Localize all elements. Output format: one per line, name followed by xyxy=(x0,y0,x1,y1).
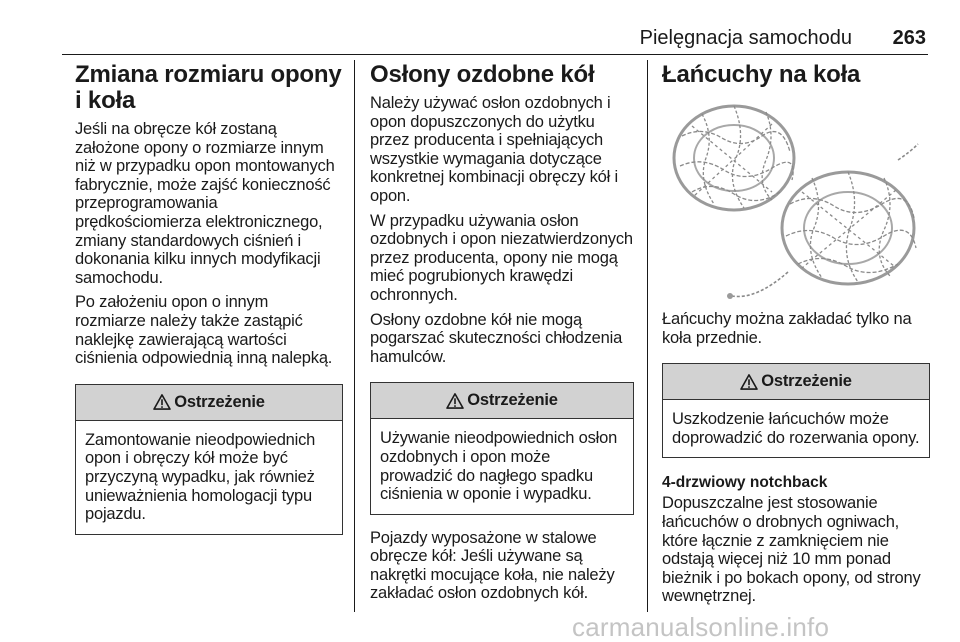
page-number: 263 xyxy=(892,27,926,49)
paragraph: Dopuszczalne jest stosowanie łańcuchów o drobnych ogniwach, które łącznie z zamknięciem nie odstają więcej niż 10 mm ponad bieżnik i po bokach opony, od strony wewnętrznej. xyxy=(662,494,921,606)
warning-text: Zamontowanie nieodpowiednich opon i obręczy kół może być przyczyną wypadku, jak również unieważnienia homologacji typu pojazdu. xyxy=(85,430,316,524)
warning-text: Uszkodzenie łańcuchów może doprowadzić do rozerwania opony. xyxy=(672,410,920,447)
warning-header xyxy=(371,383,633,419)
paragraph: Pojazdy wyposażone w stalowe obręcze kół: Jeśli używane są nakrętki mocujące koła, nie należy zakładać osłon ozdobnych kół. xyxy=(370,528,615,603)
column-divider-2 xyxy=(647,60,648,612)
heading-snow-chains: Łańcuchy na koła xyxy=(662,61,861,88)
page-header xyxy=(62,26,928,54)
subheading-notchback: 4-drzwiowy notchback xyxy=(662,474,828,492)
warning-triangle-icon xyxy=(446,393,464,409)
column-divider-1 xyxy=(354,60,355,612)
warning-header xyxy=(663,364,929,400)
warning-title: Ostrzeżenie xyxy=(761,372,852,391)
snow-chains-illustration xyxy=(662,96,930,304)
warning-header xyxy=(76,385,342,421)
paragraph: Należy używać osłon ozdobnych i opon dopuszczonych do użytku przez producenta i spełniających wszystkie wymagania dotyczące konkretnej kombinacji obręczy kół i opon. xyxy=(370,94,618,205)
paragraph: Łańcuchy można zakładać tylko na koła przednie. xyxy=(662,310,912,347)
header-rule xyxy=(62,54,928,55)
column-snow-chains xyxy=(662,62,930,606)
warning-box xyxy=(662,363,930,458)
paragraph: Jeśli na obręcze kół zostaną założone opony o rozmiarze innym niż w przypadku opon montowanych fabrycznie, może zajść konieczność przeprogramowania prędkościomierza elektronicznego, zmiany standardowych ciśnień i dokonania kilku innych modyfikacji samochodu. xyxy=(75,120,335,287)
section-title: Pielęgnacja samochodu xyxy=(639,27,852,49)
watermark: carmanualsonline.info xyxy=(572,612,830,642)
warning-triangle-icon xyxy=(740,374,758,390)
paragraph: Po założeniu opon o innym rozmiarze należy także zastąpić naklejkę zawierającą wartości ciśnienia odpowiednią inną nalepką. xyxy=(75,293,333,368)
column-tire-size xyxy=(75,62,343,535)
warning-text: Używanie nieodpowiednich osłon ozdobnych i opon może prowadzić do nagłego spadku ciśnienia w oponie i wypadku. xyxy=(380,429,618,504)
warning-box xyxy=(370,382,634,514)
heading-tire-size: Zmiana rozmiaru opony i koła xyxy=(75,61,342,114)
paragraph: Osłony ozdobne kół nie mogą pogarszać skuteczności chłodzenia hamulców. xyxy=(370,310,623,366)
column-wheel-covers xyxy=(370,62,634,603)
warning-title: Ostrzeżenie xyxy=(174,392,265,411)
warning-box xyxy=(75,384,343,535)
warning-title: Ostrzeżenie xyxy=(467,391,558,410)
heading-wheel-covers: Osłony ozdobne kół xyxy=(370,61,595,88)
warning-triangle-icon xyxy=(153,394,171,410)
paragraph: W przypadku używania osłon ozdobnych i opon niezatwierdzonych przez producenta, opony nie mogą mieć pogrubionych krawędzi ochronnych. xyxy=(370,211,633,304)
